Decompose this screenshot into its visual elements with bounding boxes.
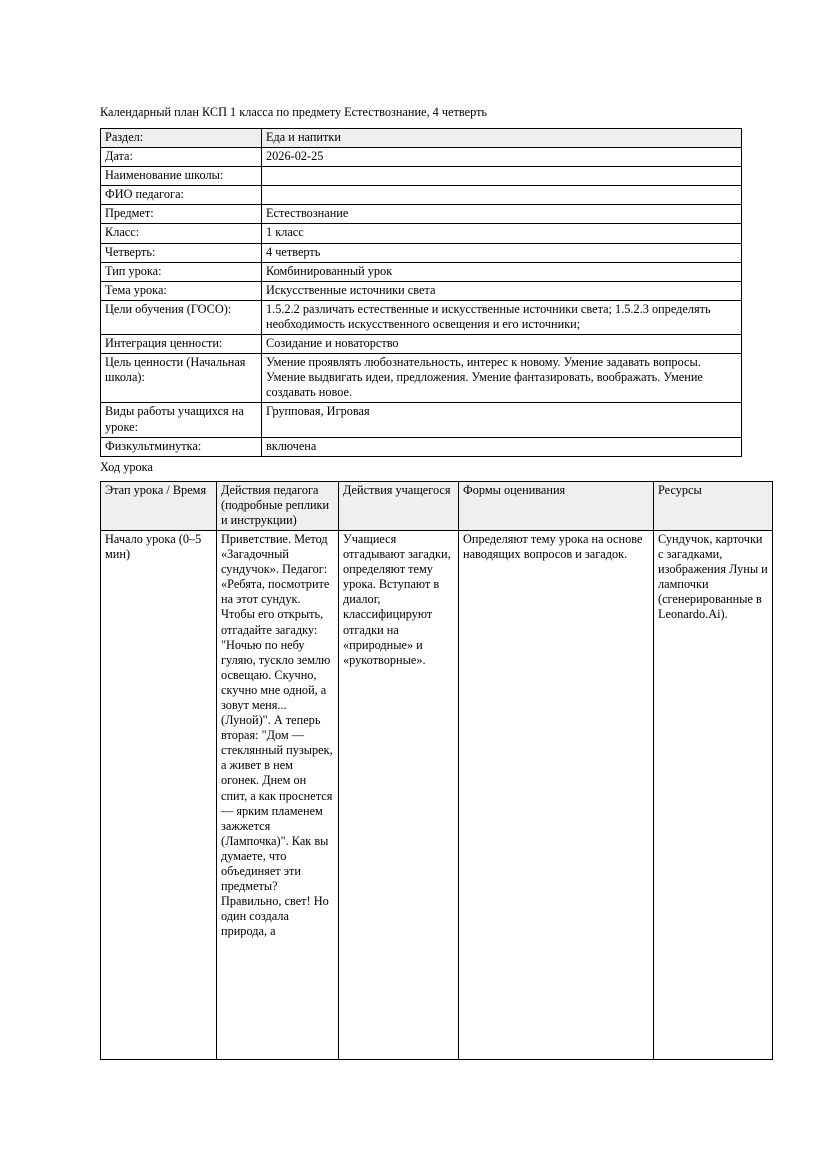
assessment-text: Определяют тему урока на основе наводящих вопросов и загадок. — [463, 531, 643, 562]
info-value-fizminutka: включена — [262, 437, 742, 456]
info-value-data: 2026-02-25 — [262, 148, 742, 167]
table-row — [101, 224, 742, 243]
table-row — [101, 167, 742, 186]
info-label-lesson-topic: Тема урока: — [101, 281, 262, 300]
table-row — [101, 186, 742, 205]
lesson-info-body — [101, 129, 742, 457]
info-label-school: Наименование школы: — [101, 167, 262, 186]
info-value-razdel: Еда и напитки — [262, 129, 742, 148]
table-row — [101, 403, 742, 437]
student-actions-text: Учащиеся отгадывают загадки, определяют тему урока. Вступают в диалог, классифицируют отгадки на «природные» и «рукотворные». — [343, 531, 451, 667]
cell-assessment — [459, 530, 654, 1059]
info-label-lesson-type: Тип урока: — [101, 262, 262, 281]
info-value-value-integration: Созидание и новаторство — [262, 335, 742, 354]
column-header-teacher-actions: Действия педагога (подробные реплики и инструкции) — [217, 481, 339, 530]
cell-student-actions — [339, 530, 459, 1059]
cell-teacher-actions — [217, 530, 339, 1059]
column-header-student-actions: Действия учащегося — [339, 481, 459, 530]
cell-stage — [101, 530, 217, 1059]
table-row — [101, 530, 773, 1059]
lesson-flow-body — [101, 530, 773, 1059]
table-header-row — [101, 481, 773, 530]
table-row — [101, 335, 742, 354]
lesson-flow-table — [100, 481, 773, 1060]
info-label-teacher-name: ФИО педагога: — [101, 186, 262, 205]
info-label-subject: Предмет: — [101, 205, 262, 224]
info-label-value-goal: Цель ценности (Начальная школа): — [101, 354, 262, 403]
info-value-quarter: 4 четверть — [262, 243, 742, 262]
teacher-actions-text: Приветствие. Метод «Загадочный сундучок». Педагог: «Ребята, посмотрите на этот сундук. Чтобы его открыть, отгадайте загадку: "Ночью по небу гуляю, тускло землю освещаю. Скучно, скучно мне одной, а зовут меня... (Луной)". А теперь вторая: "Дом — стеклянный пузырек, а живет в нем огонек. Днем он спит, а как проснется — ярким пламенем зажжется (Лампочка)". Как вы думаете, что объединяет эти предметы? Правильно, свет! Но один создала природа, а — [221, 531, 333, 939]
column-header-stage: Этап урока / Время — [101, 481, 217, 530]
table-row — [101, 148, 742, 167]
page-title: Календарный план КСП 1 класса по предмету Естествознание, 4 четверть — [100, 105, 488, 119]
info-label-razdel: Раздел: — [101, 129, 262, 148]
table-row — [101, 262, 742, 281]
table-row — [101, 300, 742, 334]
table-row — [101, 129, 742, 148]
info-value-subject: Естествознание — [262, 205, 742, 224]
section-heading-lesson-flow: Ход урока — [100, 459, 153, 474]
info-label-class: Класс: — [101, 224, 262, 243]
table-row — [101, 243, 742, 262]
info-value-teacher-name — [262, 186, 742, 205]
info-value-lesson-type: Комбинированный урок — [262, 262, 742, 281]
lesson-info-table — [100, 128, 742, 457]
info-value-school — [262, 167, 742, 186]
resources-text: Сундучок, карточки с загадками, изображения Луны и лампочки (сгенерированные в Leonardo.Ai). — [658, 531, 768, 622]
table-row — [101, 281, 742, 300]
table-row — [101, 437, 742, 456]
table-row — [101, 354, 742, 403]
lesson-flow-head — [101, 481, 773, 530]
info-label-work-types: Виды работы учащихся на уроке: — [101, 403, 262, 437]
info-value-work-types: Групповая, Игровая — [262, 403, 742, 437]
info-label-fizminutka: Физкультминутка: — [101, 437, 262, 456]
column-header-resources: Ресурсы — [654, 481, 773, 530]
info-value-class: 1 класс — [262, 224, 742, 243]
info-label-value-integration: Интеграция ценности: — [101, 335, 262, 354]
info-value-value-goal: Умение проявлять любознательность, интерес к новому. Умение задавать вопросы. Умение выдвигать идеи, предложения. Умение фантазировать, воображать. Умение создавать новое. — [262, 354, 742, 403]
info-label-quarter: Четверть: — [101, 243, 262, 262]
info-value-lesson-topic: Искусственные источники света — [262, 281, 742, 300]
cell-resources — [654, 530, 773, 1059]
info-label-objectives: Цели обучения (ГОСО): — [101, 300, 262, 334]
stage-text: Начало урока (0–5 мин) — [105, 531, 202, 562]
table-row — [101, 205, 742, 224]
column-header-assessment: Формы оценивания — [459, 481, 654, 530]
info-label-data: Дата: — [101, 148, 262, 167]
info-value-objectives: 1.5.2.2 различать естественные и искусственные источники света; 1.5.2.3 определять необходимость искусственного освещения и его источники; — [262, 300, 742, 334]
